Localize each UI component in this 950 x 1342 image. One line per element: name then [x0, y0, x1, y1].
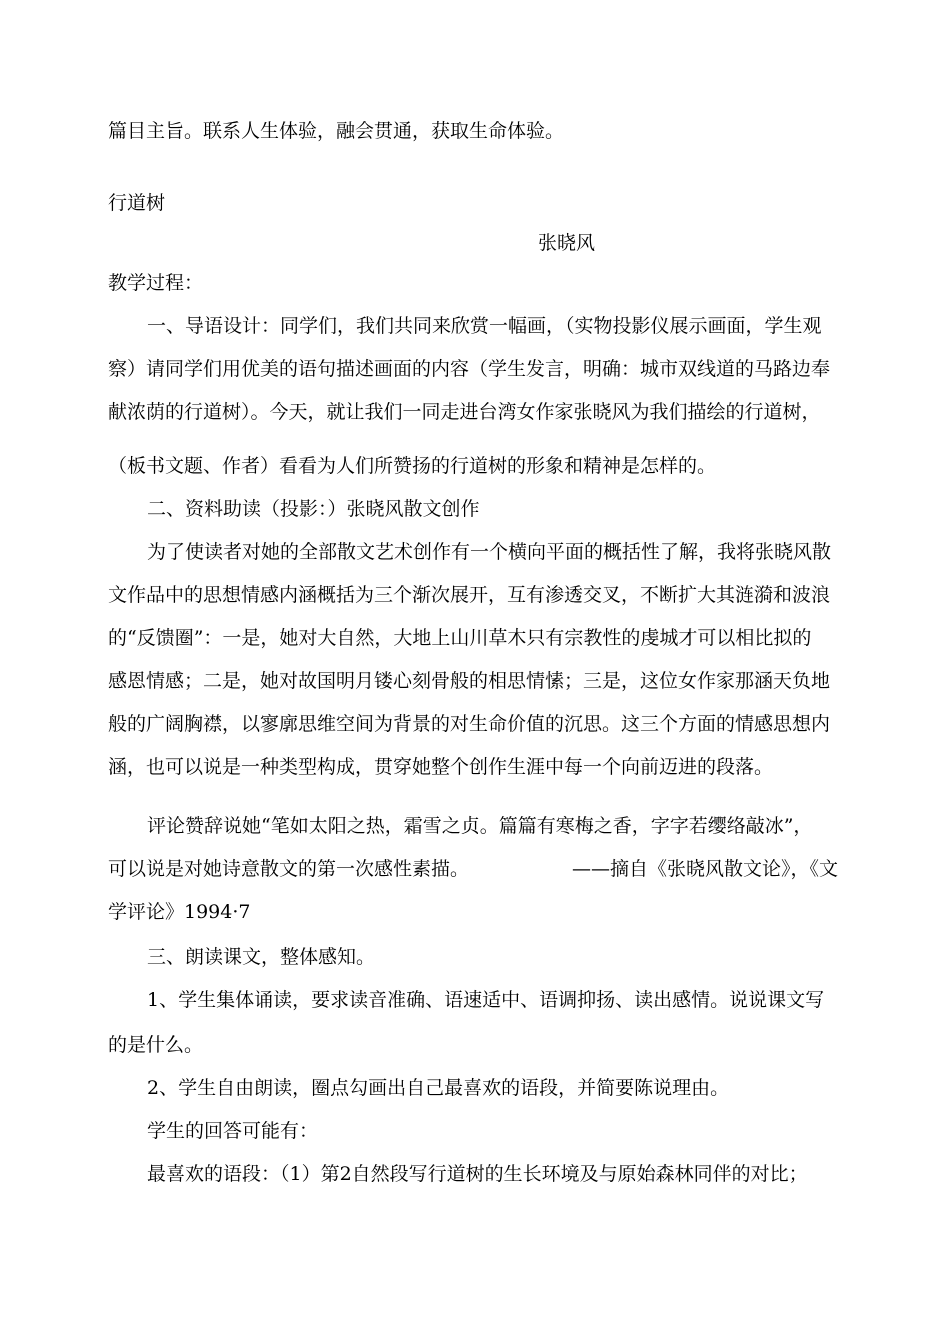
favorite-line: 最喜欢的语段：（1）第2自然段写行道树的生长环境及与原始森林同伴的对比； — [147, 1163, 808, 1185]
essay-title: 行道树 — [108, 192, 166, 214]
para3-line1: 评论赞辞说她“笔如太阳之热，霜雪之贞。篇篇有寒梅之香，字字若缨络敲冰”， — [147, 815, 813, 837]
para3-line2 — [108, 856, 838, 882]
para3-citation: ——摘自《张晓风散文论》，《文 — [571, 858, 838, 880]
para3-line2-text: 可以说是对她诗意散文的第一次感性素描。 — [108, 858, 470, 880]
para1-line4: （板书文题、作者）看看为人们所赞扬的行道树的形象和精神是怎样的。 — [108, 455, 717, 477]
intro-line: 篇目主旨。联系人生体验，融会贯通，获取生命体验。 — [108, 120, 565, 142]
para1-line1: 一、导语设计：同学们，我们共同来欣赏一幅画，（实物投影仪展示画面，学生观 — [147, 315, 822, 337]
essay-author: 张晓风 — [538, 232, 596, 254]
para3-line3: 学评论》1994·7 — [108, 901, 251, 923]
item1-line2: 的是什么。 — [108, 1034, 204, 1056]
item1-line1: 1、学生集体诵读，要求读音准确、语速适中、语调抑扬、读出感情。说说课文写 — [147, 989, 825, 1011]
para2-line5: 般的广阔胸襟，以寥廓思维空间为背景的对生命价值的沉思。这三个方面的情感思想内 — [108, 713, 831, 735]
para1-line2: 察）请同学们用优美的语句描述画面的内容（学生发言，明确：城市双线道的马路边奉 — [108, 358, 831, 380]
para2-line4: 感恩情感；二是，她对故国明月镂心刻骨般的相思情愫；三是，这位女作家那涵天负地 — [108, 670, 831, 692]
section2-heading: 二、资料助读（投影：）张晓风散文创作 — [147, 498, 480, 520]
process-heading: 教学过程： — [108, 272, 204, 294]
answers-intro: 学生的回答可能有： — [147, 1120, 319, 1142]
para2-line1: 为了使读者对她的全部散文艺术创作有一个横向平面的概括性了解，我将张晓风散 — [147, 541, 832, 563]
para1-line3: 献浓荫的行道树）。今天，就让我们一同走进台湾女作家张晓风为我们描绘的行道树， — [108, 401, 821, 423]
section3-heading: 三、朗读课文，整体感知。 — [147, 946, 376, 968]
para2-line2: 文作品中的思想情感内涵概括为三个渐次展开，互有渗透交叉，不断扩大其涟漪和波浪 — [108, 584, 831, 606]
para2-line3: 的“反馈圈”：一是，她对大自然，大地上山川草木只有宗教性的虔城才可以相比拟的 — [108, 627, 812, 649]
para2-line6: 涵，也可以说是一种类型构成，贯穿她整个创作生涯中每一个向前迈进的段落。 — [108, 756, 774, 778]
item2-line: 2、学生自由朗读，圈点勾画出自己最喜欢的语段，并简要陈说理由。 — [147, 1077, 730, 1099]
